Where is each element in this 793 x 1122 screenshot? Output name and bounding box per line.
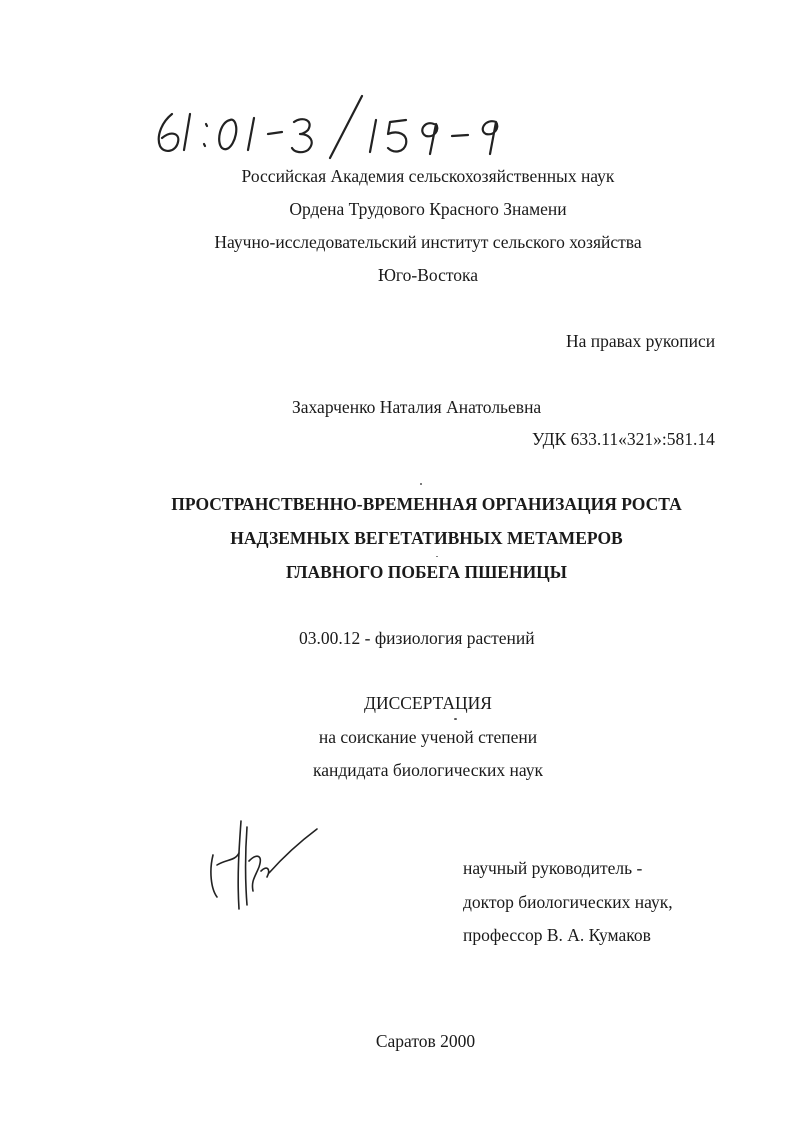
city-year: Саратов 2000 (375, 1031, 476, 1051)
author-name: Захарченко Наталия Анатольевна (292, 397, 542, 417)
supervisor-line-1: научный руководитель - (463, 858, 643, 878)
institution-line-4: Юго-Востока (377, 265, 479, 285)
title-line-2: НАДЗЕМНЫХ ВЕГЕТАТИВНЫХ МЕТАМЕРОВ (230, 528, 623, 548)
specialty: 03.00.12 - физиология растений (299, 628, 535, 648)
institution-line-2: Ордена Трудового Красного Знамени (289, 199, 567, 219)
title-line-3: ГЛАВНОГО ПОБЕГА ПШЕНИЦЫ (286, 562, 567, 582)
scan-speck (420, 483, 422, 485)
supervisor-line-3: профессор В. А. Кумаков (463, 925, 651, 945)
degree-line-1: на соискание ученой степени (318, 727, 538, 747)
document-type: ДИССЕРТАЦИЯ (364, 693, 492, 713)
rights-note: На правах рукописи (566, 331, 716, 351)
scan-speck (454, 718, 457, 720)
scan-speck (436, 556, 438, 557)
institution-line-3: Научно-исследовательский институт сельского хозяйства (214, 232, 642, 252)
handwritten-archive-code (150, 92, 510, 162)
signature (205, 815, 325, 915)
institution-line-1: Российская Академия сельскохозяйственных наук (241, 166, 615, 186)
title-line-1: ПРОСТРАНСТВЕННО-ВРЕМЕННАЯ ОРГАНИЗАЦИЯ РОСТА (171, 494, 682, 514)
supervisor-line-2: доктор биологических наук, (463, 892, 673, 912)
dissertation-title (0, 487, 793, 589)
degree-line-2: кандидата биологических наук (313, 760, 543, 780)
udk-code: УДК 633.11«321»:581.14 (532, 429, 715, 449)
